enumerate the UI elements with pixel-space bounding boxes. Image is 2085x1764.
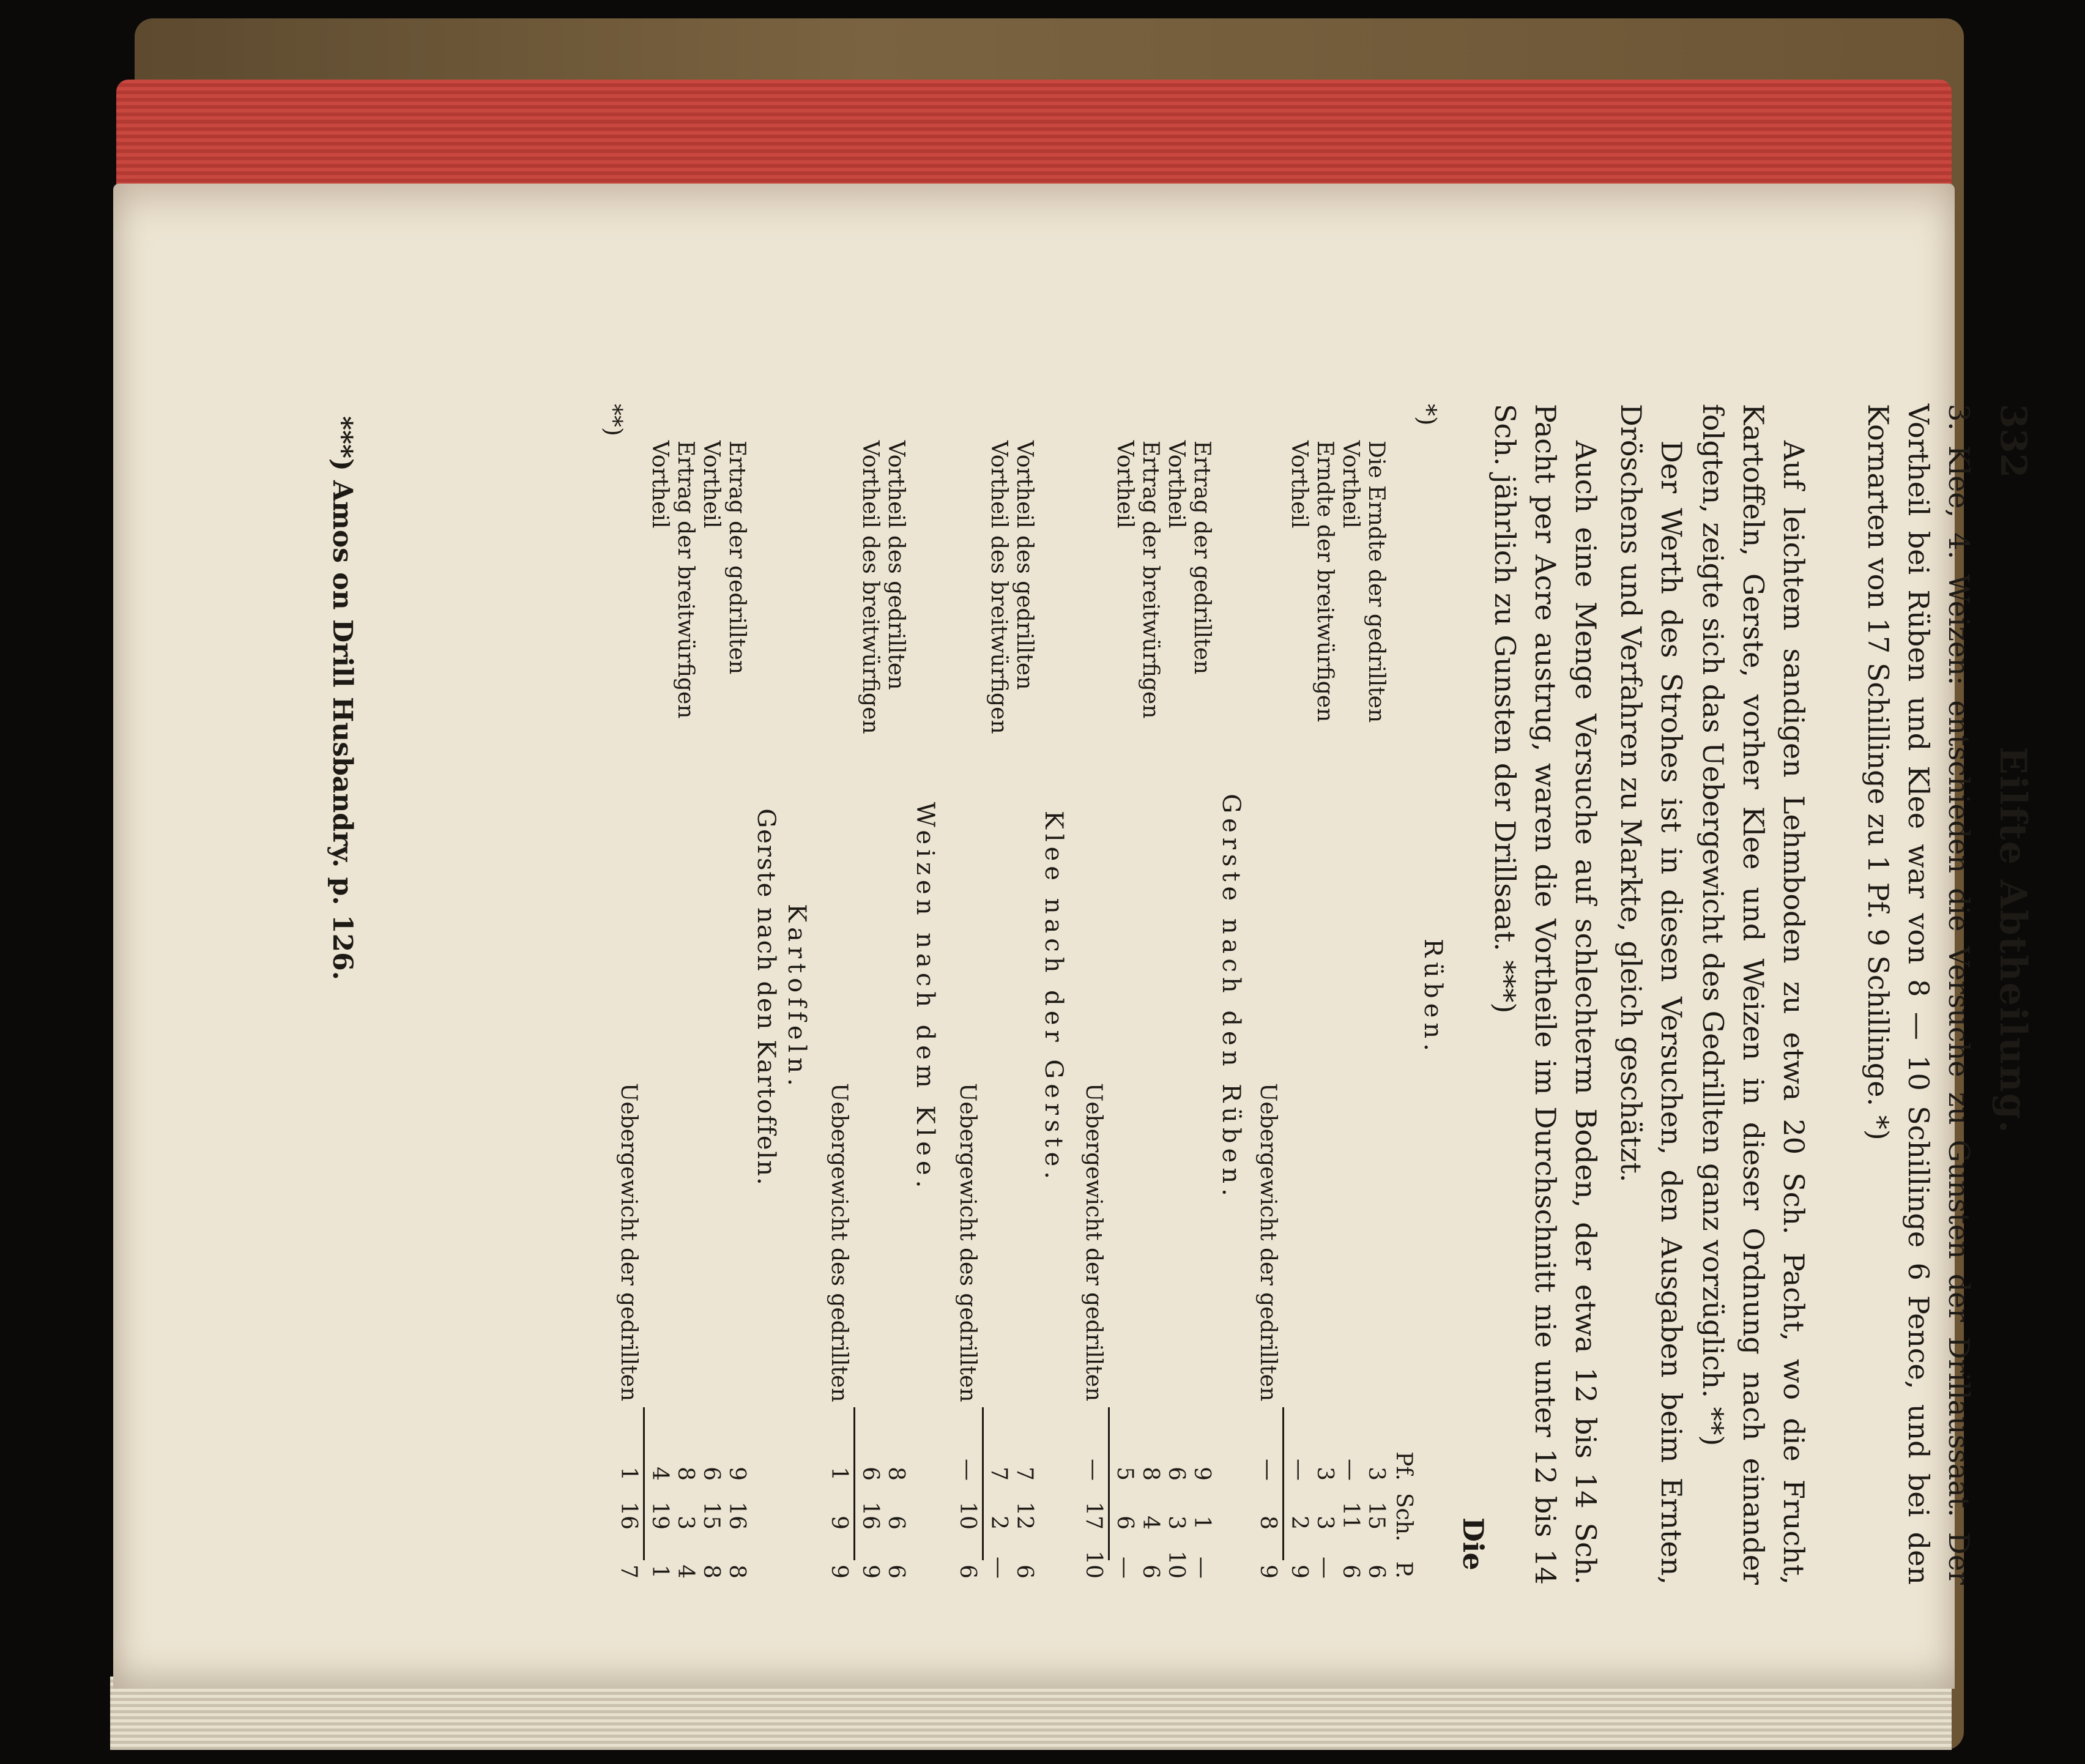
cell: 15 [1364, 1502, 1389, 1530]
cell: 16 [616, 1502, 641, 1530]
cell: 3 [1164, 1516, 1189, 1530]
running-title: Eilfte Abtheilung. [1991, 746, 2034, 1134]
cell: 1 [647, 1565, 672, 1579]
cell: 4 [647, 1467, 672, 1481]
total-label: Uebergewicht der gedrillten [616, 1083, 641, 1402]
cell: 11 [1338, 1502, 1363, 1530]
row-label: Ertrag der gedrillten [724, 441, 749, 675]
cell: 9 [858, 1565, 883, 1579]
table-subheading: Gerste nach den Kartoffeln. [752, 808, 780, 1186]
cell: 12 [1012, 1502, 1037, 1530]
cell: 6 [883, 1516, 909, 1530]
sum-rule [1108, 1407, 1110, 1560]
footnote-marker: *) [1413, 404, 1441, 426]
cell: 10 [1164, 1550, 1189, 1579]
cell: 6 [955, 1565, 980, 1579]
cell: 8 [1255, 1516, 1280, 1530]
cell: 8 [673, 1467, 698, 1481]
cell: 6 [1364, 1565, 1389, 1579]
cell: 9 [1255, 1565, 1280, 1579]
cell: 9 [827, 1516, 852, 1530]
cell: — [1287, 1459, 1312, 1481]
table-row [883, 441, 909, 1579]
total-label: Uebergewicht des gedrillten [827, 1083, 852, 1402]
table-row [698, 441, 724, 1579]
cell: — [1189, 1557, 1214, 1579]
total-label: Uebergewicht des gedrillten [955, 1083, 980, 1402]
cell: 5 [1112, 1467, 1137, 1481]
cell: — [955, 1459, 980, 1481]
cell: 1 [616, 1467, 641, 1481]
table-row [857, 441, 883, 1579]
cell: 3 [1312, 1516, 1337, 1530]
page-number: 332 [1993, 404, 2034, 478]
total-label: Uebergewicht der gedrillten [1255, 1083, 1280, 1402]
table-row [1337, 441, 1363, 1579]
unit-sch: Sch. [1391, 1493, 1416, 1542]
row-label: Die Erndte der gedrillten [1364, 441, 1389, 723]
cell: 7 [986, 1467, 1011, 1481]
cell: 8 [724, 1565, 749, 1579]
table-row [1112, 441, 1137, 1579]
cell: 7 [1012, 1467, 1037, 1481]
row-label: Ertrag der gedrillten [1189, 441, 1214, 675]
table-heading: Gerste nach den Rüben. [1217, 794, 1245, 1201]
cell: 6 [1112, 1516, 1137, 1530]
paragraph: 3. Klee, 4. Weizen: entschieden die Versuche zu Gunsten der Drillaussaat. Der Vortheil bei Rüben und Klee war von 8 — 10 Schillinge 6 Pence, und bei den Kornarten von 17 Schillinge zu 1 Pf. 9 Schillinge. *) [1862, 404, 1975, 1585]
cell: 3 [673, 1516, 698, 1530]
table-heading: Klee nach der Gerste. [1039, 810, 1068, 1185]
cell: 7 [616, 1565, 641, 1579]
row-label: Vortheil [699, 441, 724, 529]
cell: 9 [1287, 1565, 1312, 1579]
table-heading: Weizen nach dem Klee. [911, 802, 939, 1193]
cell: 2 [986, 1516, 1011, 1530]
row-label: Ertrag der breitwürfigen [673, 441, 698, 719]
paragraph: Auf leichtem sandigen Lehmboden zu etwa 20 Sch. Pacht, wo die Frucht, Kartoffeln, Gerste, vorher Klee und Weizen in dieser Ordnung nach einander folgten, zeigte sich das Uebergewicht des Gedrillten ganz vorzüglich. **) [1697, 404, 1810, 1585]
unit-p: P. [1391, 1561, 1416, 1579]
cell: 8 [699, 1565, 724, 1579]
table-total-row [1255, 441, 1280, 1579]
row-label: Ertrag der breitwürfigen [1138, 441, 1163, 719]
cell: 1 [1189, 1516, 1214, 1530]
row-label: Vortheil des breitwürfigen [986, 441, 1011, 734]
cell: 15 [699, 1502, 724, 1530]
cell: 4 [673, 1565, 698, 1579]
table-units [1391, 441, 1416, 1579]
row-label: Vortheil [647, 441, 672, 529]
cell: 16 [724, 1502, 749, 1530]
cell: 3 [1364, 1467, 1389, 1481]
rotated-page-text [266, 379, 2053, 1615]
cell: 6 [1164, 1467, 1189, 1481]
table-row [1312, 441, 1337, 1579]
cell: 8 [883, 1467, 909, 1481]
cell: 19 [647, 1502, 672, 1530]
table-row [647, 441, 672, 1579]
book-page [113, 184, 2034, 1689]
row-label: Vortheil [1112, 441, 1137, 529]
cell: — [1338, 1459, 1363, 1481]
row-label: Vortheil des gedrillten [1012, 441, 1037, 690]
table-row [986, 441, 1011, 1579]
table-heading: Rüben. [1419, 939, 1447, 1056]
cell: — [1081, 1459, 1106, 1481]
cell: 9 [827, 1565, 852, 1579]
total-label: Uebergewicht der gedrillten [1081, 1083, 1106, 1402]
table-total-row [615, 441, 641, 1579]
table-row [672, 441, 698, 1579]
row-label: Vortheil [1164, 441, 1189, 529]
cell: 10 [1081, 1550, 1106, 1579]
cell: 6 [1138, 1565, 1163, 1579]
cell: — [1255, 1459, 1280, 1481]
table-total-row [826, 441, 852, 1579]
table-total-row [954, 441, 980, 1579]
cell: 1 [827, 1467, 852, 1481]
table-row [724, 441, 749, 1579]
cell: 17 [1081, 1502, 1106, 1530]
unit-pf: Pf. [1391, 1451, 1416, 1481]
row-label: Erndte der breitwürfigen [1312, 441, 1337, 723]
table-total-row [1080, 441, 1106, 1579]
paragraph: Der Werth des Strohes ist in diesen Versuchen, den Ausgaben beim Ernten, Dröschens und Verfahren zu Markte, gleich geschätzt. [1615, 404, 1688, 1585]
cell: 6 [1012, 1565, 1037, 1579]
table-row [1286, 441, 1312, 1579]
table-heading: Kartoffeln. [782, 904, 811, 1091]
cell: 6 [1338, 1565, 1363, 1579]
sum-rule [853, 1407, 855, 1560]
page-header [1985, 404, 2040, 1591]
row-label: Vortheil des breitwürfigen [858, 441, 883, 734]
table-row [1163, 441, 1189, 1579]
table-row [1137, 441, 1163, 1579]
cell: — [986, 1557, 1011, 1579]
cell: 6 [883, 1565, 909, 1579]
cell: 8 [1138, 1467, 1163, 1481]
cell: — [1312, 1557, 1337, 1579]
cell: 16 [858, 1502, 883, 1530]
table-row [1011, 441, 1037, 1579]
sum-rule [1282, 1407, 1284, 1560]
paragraph: Auch eine Menge Versuche auf schlechterm Boden, der etwa 12 bis 14 Sch. Pacht per Acre austrug, waren die Vortheile im Durchschnitt nie unter 12 bis 14 Sch. jährlich zu Gunsten der Drillsaat. ***) [1488, 404, 1602, 1585]
cell: 6 [858, 1467, 883, 1481]
row-label: Vortheil des gedrillten [883, 441, 909, 690]
cell: 10 [955, 1502, 980, 1530]
cell: 9 [724, 1467, 749, 1481]
cell: 2 [1287, 1516, 1312, 1530]
footnote-reference: ***) Amos on Drill Husbandry. p. 126. [327, 416, 358, 981]
row-label: Vortheil [1338, 441, 1363, 529]
catchword: Die [1457, 1517, 1490, 1571]
table-row [1189, 441, 1214, 1579]
cell: 6 [699, 1467, 724, 1481]
cell: — [1112, 1557, 1137, 1579]
footnote-marker: **) [600, 404, 627, 436]
cell: 9 [1189, 1467, 1214, 1481]
sum-rule [643, 1407, 645, 1560]
row-label: Vortheil [1287, 441, 1312, 529]
cell: 3 [1312, 1467, 1337, 1481]
table-row [1363, 441, 1389, 1579]
cell: 4 [1138, 1516, 1163, 1530]
sum-rule [982, 1407, 984, 1560]
